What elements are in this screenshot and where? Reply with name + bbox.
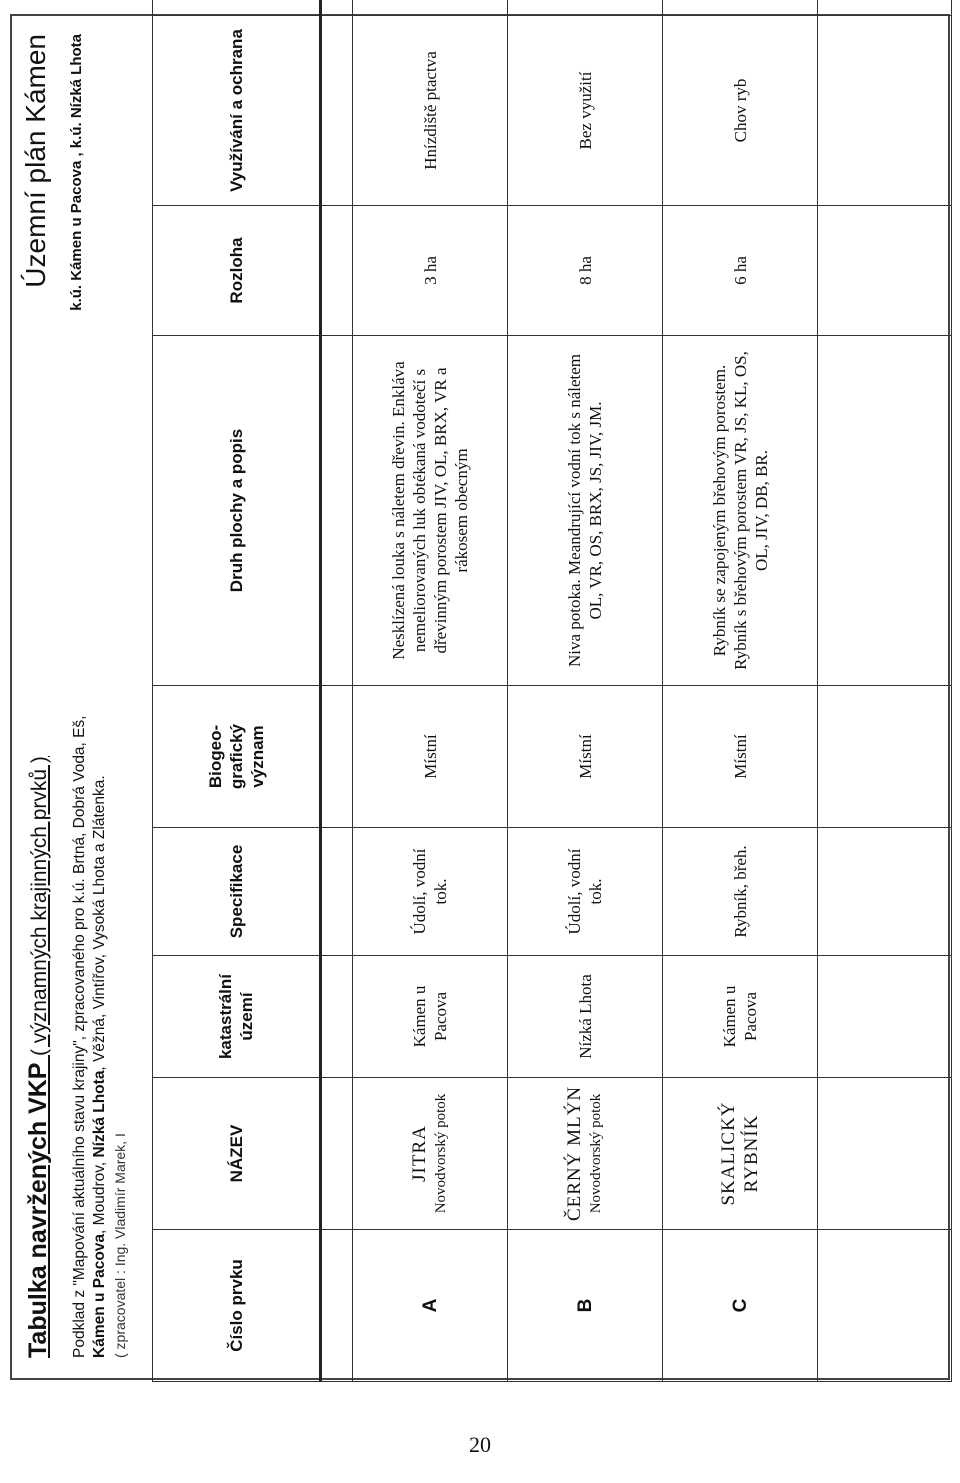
row-proposal — [508, 0, 663, 16]
col-header-area: Rozloha — [153, 206, 321, 336]
row-name-main: JITRA — [409, 1125, 430, 1182]
col-header-description: Druh plochy a popis — [153, 336, 321, 686]
row-biogeo: Místní — [663, 686, 818, 828]
table-row — [508, 0, 663, 1382]
table-row — [663, 0, 818, 1382]
title-area — [12, 16, 152, 1382]
source-line-2 — [90, 715, 110, 1358]
col-header-name: NÁZEV — [153, 1078, 321, 1230]
row-proposal — [663, 0, 818, 16]
author-note: ( zpracovatel : Ing. Vladimír Marek, I — [112, 1133, 128, 1358]
row-specification: Rybník, břeh. — [663, 828, 818, 956]
source-mid: , Moudrov, — [91, 1157, 108, 1234]
row-biogeo: Místní — [353, 686, 508, 828]
table-header-row — [153, 0, 321, 1382]
document-frame — [10, 14, 950, 1380]
row-area: 6 ha — [663, 206, 818, 336]
row-name-sub: Novodvorský potok — [588, 1093, 604, 1214]
row-specification: Údolí, vodní tok. — [353, 828, 508, 956]
col-header-cadastre: katastrální území — [153, 956, 321, 1078]
row-name-main: SKALICKÝ RYBNÍK — [718, 1101, 762, 1206]
row-biogeo: Místní — [508, 686, 663, 828]
row-proposal — [353, 0, 508, 16]
row-name — [663, 1078, 818, 1230]
row-description: Nesklízená louka s náletem dřevin. Enkláva nemeliorovaných luk obtékaná vodotečí s dřevinným porostem JIV, OL, BRX, VR a rákosem obecným — [353, 336, 508, 686]
row-code: B — [508, 1230, 663, 1382]
row-cadastre: Kámen u Pacova — [353, 956, 508, 1078]
table-row — [353, 0, 508, 1382]
table-empty-row — [818, 0, 952, 1382]
row-use: Chov ryb — [663, 16, 818, 206]
page-number: 20 — [469, 1432, 491, 1457]
row-use: Hnízdiště ptactva — [353, 16, 508, 206]
source-bold-2: Nízká Lhota — [91, 1070, 108, 1158]
title-main: Tabulka navržených VKP — [24, 1062, 52, 1358]
row-cadastre: Nízká Lhota — [508, 956, 663, 1078]
row-name — [353, 1078, 508, 1230]
row-area: 8 ha — [508, 206, 663, 336]
row-name-main: ČERNÝ MLÝN — [564, 1085, 585, 1222]
row-use: Bez využití — [508, 16, 663, 206]
row-specification: Údolí, vodní tok. — [508, 828, 663, 956]
plan-title: Územní plán Kámen — [20, 34, 51, 288]
title-subtitle: ( významných krajinných prvků ) — [28, 756, 51, 1057]
row-code: A — [353, 1230, 508, 1382]
source-bold-1: Kámen u Pacova — [91, 1233, 108, 1358]
row-area: 3 ha — [353, 206, 508, 336]
source-rest: , Věžná, Vintířov, Vysoká Lhota a Zlátenka. — [91, 775, 108, 1071]
row-description: Rybník se zapojeným břehovým porostem. Rybník s břehovým porostem VR, JS, KL, OS, OL, JIV, DB, BR. — [663, 336, 818, 686]
col-header-specification: Specifikace — [153, 828, 321, 956]
col-header-code: Číslo prvku — [153, 1230, 321, 1382]
row-cadastre: Kámen u Pacova — [663, 956, 818, 1078]
col-header-use: Využívání a ochrana — [153, 16, 321, 206]
col-header-proposal — [153, 0, 321, 16]
row-description: Niva potoka. Meandrující vodní tok s náletem OL, VR, OS, BRX, JS, JIV, JM. — [508, 336, 663, 686]
source-line-1: Podklad z "Mapování aktuálního stavu krajiny", zpracovaného pro k.ú. Brtná, Dobrá Voda, Eš, — [71, 715, 88, 1358]
vkp-table — [152, 0, 952, 1382]
source-note — [70, 715, 110, 1358]
row-code: C — [663, 1230, 818, 1382]
document-title — [24, 756, 53, 1358]
row-name-sub: Novodvorský potok — [433, 1093, 449, 1214]
plan-subtitle: k.ú. Kámen u Pacova , k.ú. Nízká Lhota — [68, 34, 85, 311]
col-header-biogeo: Biogeo- grafický význam — [153, 686, 321, 828]
table-spacer-row — [321, 0, 353, 1382]
row-name — [508, 1078, 663, 1230]
rotated-content — [12, 16, 952, 1382]
